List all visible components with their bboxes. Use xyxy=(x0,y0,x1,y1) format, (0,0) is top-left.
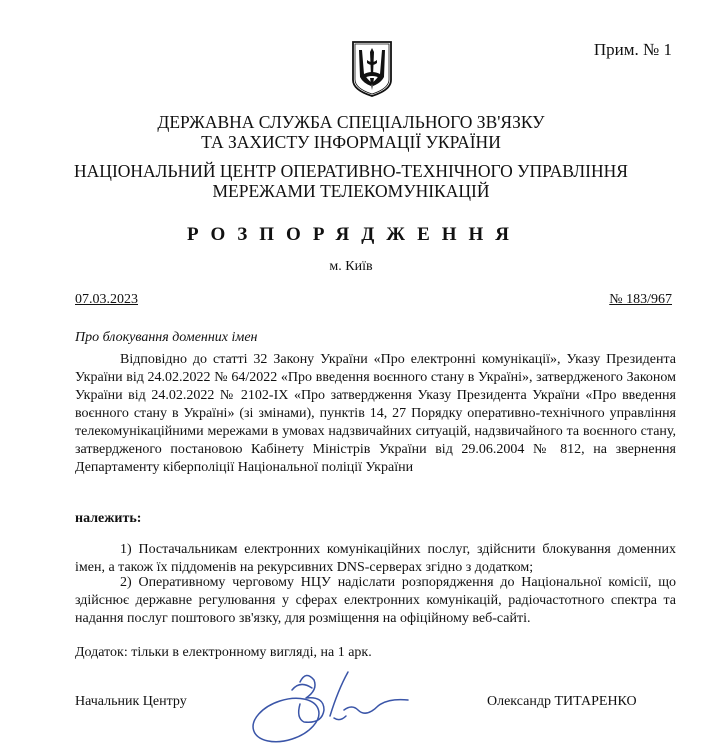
agency-name-line-2: ТА ЗАХИСТУ ІНФОРМАЦІЇ УКРАЇНИ xyxy=(201,132,501,152)
preamble-paragraph: Відповідно до статті 32 Закону України «Про електронні комунікації», Указу Президента України від 24.02.2022 № 64/2022 «Про введення воєнного стану в Україні», затвердженого Законом України від 24.02.2022 № 2102-IX «Про затвердження Указу Президента України «Про введення воєнного стану в Україні» (зі змінами), пунктів 14, 27 Порядку оперативно-технічного управління телекомунікаційними мережами в умовах надзвичайних ситуацій, надзвичайного та воєнного стану, затвердженого постановою Кабінету Міністрів України від 29.06.2004 № 812, на звернення Департаменту кіберполіції Національної поліції України xyxy=(75,352,676,475)
signer-name: Олександр ТИТАРЕНКО xyxy=(487,694,637,709)
document-city: м. Київ xyxy=(329,259,373,274)
document-subject: Про блокування доменних імен xyxy=(75,330,258,345)
agency-name-line-1: ДЕРЖАВНА СЛУЖБА СПЕЦІАЛЬНОГО ЗВ'ЯЗКУ xyxy=(157,112,545,132)
document-number: № 183/967 xyxy=(609,292,672,307)
order-item-1: 1) Постачальникам електронних комунікаційних послуг, здійснити блокування доменних імен, а також їх піддоменів на рекурсивних DNS-серверах згідно з додатком; xyxy=(75,542,676,575)
document-date: 07.03.2023 xyxy=(75,292,138,307)
handwritten-signature xyxy=(248,660,418,746)
signer-position: Начальник Центру xyxy=(75,694,187,709)
document-title: РОЗПОРЯДЖЕННЯ xyxy=(186,224,522,245)
center-name-line-1: НАЦІОНАЛЬНИЙ ЦЕНТР ОПЕРАТИВНО-ТЕХНІЧНОГО УПРАВЛІННЯ xyxy=(74,161,628,181)
trident-emblem-icon xyxy=(350,40,394,98)
directive-heading: належить: xyxy=(75,511,142,526)
center-name-line-2: МЕРЕЖАМИ ТЕЛЕКОМУНІКАЦІЙ xyxy=(212,181,490,201)
attachment-label: Прим. № 1 xyxy=(593,40,672,59)
appendix-note: Додаток: тільки в електронному вигляді, на 1 арк. xyxy=(75,645,372,660)
order-item-2: 2) Оперативному черговому НЦУ надіслати розпорядження до Національної комісії, що здійснює державне регулювання у сферах електронних комунікацій, радіочастотного спектра та надання послуг поштового зв'язку, для розміщення на офіційному веб-сайті. xyxy=(75,575,676,626)
